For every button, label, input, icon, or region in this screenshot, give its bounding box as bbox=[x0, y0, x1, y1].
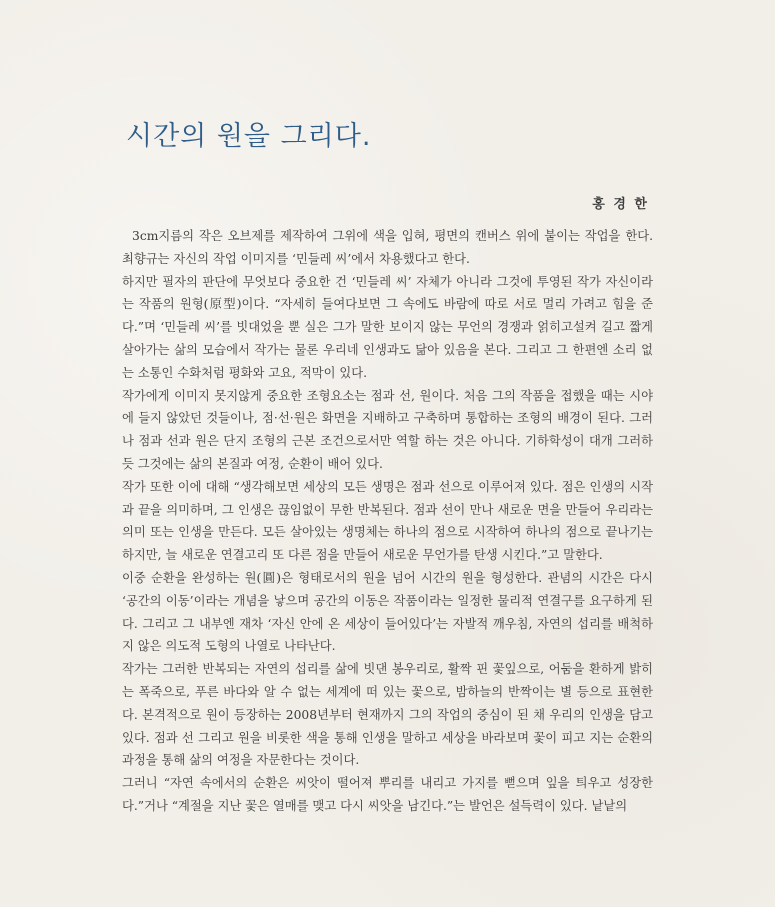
article-body bbox=[122, 225, 653, 818]
paragraph: 작가는 그러한 반복되는 자연의 섭리를 삶에 빗댄 봉우리로, 활짝 핀 꽃잎으로, 어둠을 환하게 밝히는 폭죽으로, 푸른 바다와 알 수 없는 세계에 떠 있는 꽃으로, 밤하늘의 반짝이는 별 등으로 표현한다. 본격적으로 원이 등장하는 2008년부터 현재까지 그의 작업의 중심이 된 채 우리의 인생을 담고 있다. 점과 선 그리고 원을 비롯한 색을 통해 인생을 말하고 세상을 바라보며 꽃이 피고 지는 순환의 과정을 통해 삶의 여정을 자문한다는 것이다. bbox=[122, 662, 653, 768]
article-title: 시간의 원을 그리다. bbox=[126, 121, 372, 152]
paragraph: 이중 순환을 완성하는 원(圓)은 형태로서의 원을 넘어 시간의 원을 형성한다. 관념의 시간은 다시 ‘공간의 이동’이라는 개념을 낳으며 공간의 이동은 작품이라는 일정한 물리적 연결구를 요구하게 된다. 그리고 그 내부엔 재차 ‘자신 안에 온 세상이 들어있다’는 자발적 깨우침, 자연의 섭리를 배척하지 않은 의도적 도형의 나열로 나타난다. bbox=[122, 570, 653, 654]
author-name: 홍 경 한 bbox=[592, 197, 649, 212]
paragraph: 그러니 “자연 속에서의 순환은 씨앗이 떨어져 뿌리를 내리고 가지를 뻗으며 잎을 틔우고 성장한다.”거나 “계절을 지난 꽃은 열매를 맺고 다시 씨앗을 남긴다.”는 발언은 설득력이 있다. 낱낱의 bbox=[122, 776, 653, 813]
paragraph: 하지만 필자의 판단에 무엇보다 중요한 건 ‘민들레 씨’ 자체가 아니라 그것에 투영된 작가 자신이라는 작품의 원형(原型)이다. “자세히 들여다보면 그 속에도 바람에 따로 서로 멀리 가려고 힘을 준다.”며 ‘민들레 씨’를 빗대었을 뿐 실은 그가 말한 보이지 않는 무언의 경쟁과 얽히고설켜 길고 짧게 살아가는 삶의 모습에서 작가는 물론 우리네 인생과도 닮아 있음을 본다. 그리고 그 한편엔 소리 없는 소통인 수화처럼 평화와 고요, 적막이 있다. bbox=[122, 274, 653, 380]
paragraph: 작가에게 이미지 못지않게 중요한 조형요소는 점과 선, 원이다. 처음 그의 작품을 접했을 때는 시야에 들지 않았던 것들이나, 점·선·원은 화면을 지배하고 구축하며 통합하는 조형의 배경이 된다. 그러나 점과 선과 원은 단지 조형의 근본 조건으로서만 역할 하는 것은 아니다. 기하학성이 대개 그러하듯 그것에는 삶의 본질과 여정, 순환이 배어 있다. bbox=[122, 388, 653, 471]
paragraph: 작가 또한 이에 대해 “생각해보면 세상의 모든 생명은 점과 선으로 이루어져 있다. 점은 인생의 시작과 끝을 의미하며, 그 인생은 끊임없이 무한 반복된다. 점과 선이 만나 새로운 면을 만들어 우리라는 의미 또는 인생을 만든다. 모든 살아있는 생명체는 하나의 점으로 시작하여 하나의 점으로 끝나기는 하지만, 늘 새로운 연결고리 또 다른 점을 만들어 새로운 무언가를 탄생 시킨다.”고 말한다. bbox=[122, 479, 653, 563]
paragraph: 3cm지름의 작은 오브제를 제작하여 그위에 색을 입혀, 평면의 캔버스 위에 붙이는 작업을 한다. 최향규는 자신의 작업 이미지를 ‘민들레 씨’에서 차용했다고 한다. bbox=[122, 229, 653, 266]
